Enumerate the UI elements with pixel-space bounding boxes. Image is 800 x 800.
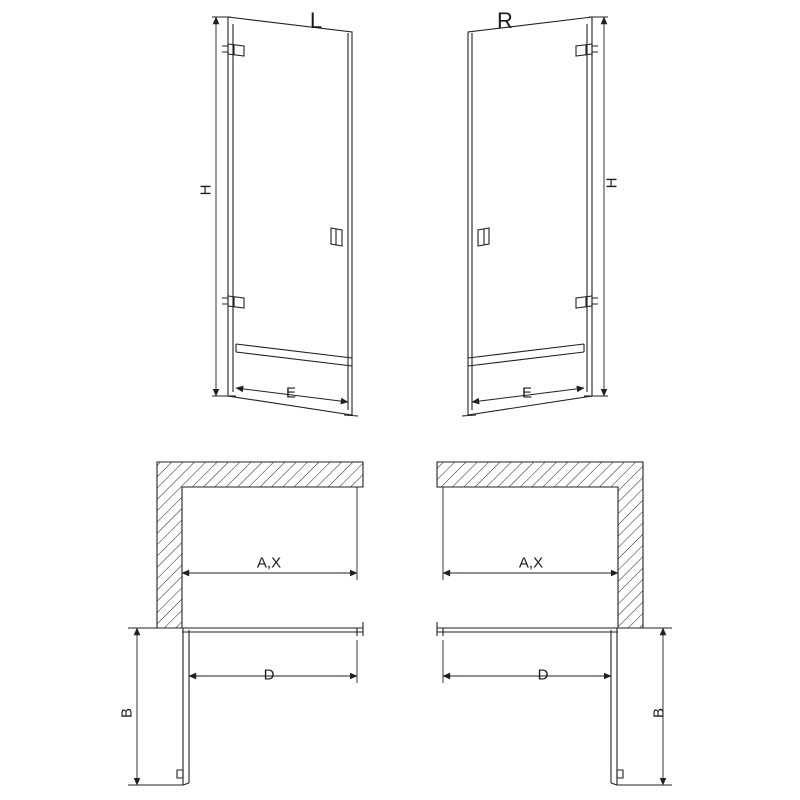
- elevation-left: [222, 17, 358, 416]
- dimension-plan-left-b: [128, 628, 183, 785]
- label-plan-left-b: B: [118, 707, 136, 719]
- wall-hatch-right: [437, 462, 643, 628]
- label-right-width: E: [521, 384, 533, 402]
- wall-hatch-left: [157, 462, 363, 628]
- elevation-right: [462, 17, 598, 416]
- label-left-height: H: [197, 184, 215, 196]
- label-left-width: E: [285, 384, 297, 402]
- label-plan-right-ax: A,X: [518, 554, 544, 572]
- plan-right: [437, 462, 643, 785]
- label-plan-right-b: B: [650, 707, 668, 719]
- label-variant-left: L: [309, 8, 323, 33]
- label-plan-left-d: D: [263, 666, 275, 684]
- label-plan-right-d: D: [537, 666, 549, 684]
- label-plan-left-ax: A,X: [256, 554, 282, 572]
- label-right-height: H: [603, 177, 621, 189]
- plan-left: [157, 462, 363, 785]
- dimension-plan-right-b: [617, 628, 672, 785]
- label-variant-right: R: [497, 8, 513, 33]
- dimension-plan-right-d: [443, 640, 611, 683]
